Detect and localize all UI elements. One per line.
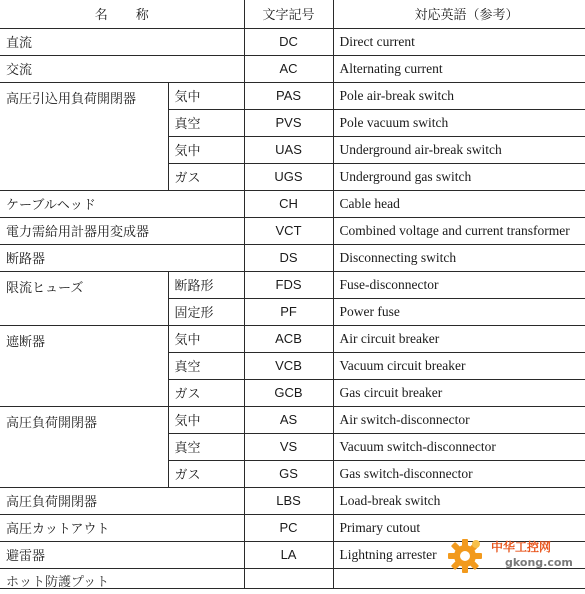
row-symbol: VS — [244, 433, 333, 460]
row-english: Power fuse — [333, 298, 585, 325]
row-symbol: PC — [244, 514, 333, 541]
row-english: Pole vacuum switch — [333, 109, 585, 136]
table-row — [0, 190, 585, 217]
table-row — [0, 217, 585, 244]
row-symbol: DC — [244, 28, 333, 55]
table-row — [0, 28, 585, 55]
row-name: 高圧引込用負荷開閉器 — [0, 82, 168, 190]
row-english: Alternating current — [333, 55, 585, 82]
row-symbol: GCB — [244, 379, 333, 406]
row-name: 直流 — [0, 28, 244, 55]
row-symbol: ACB — [244, 325, 333, 352]
row-english: Underground air-break switch — [333, 136, 585, 163]
row-symbol: UAS — [244, 136, 333, 163]
row-subtype: ガス — [168, 460, 244, 487]
table-row — [0, 325, 585, 352]
row-name: 断路器 — [0, 244, 244, 271]
row-name: ケーブルヘッド — [0, 190, 244, 217]
row-symbol: VCB — [244, 352, 333, 379]
row-name: 限流ヒューズ — [0, 271, 168, 325]
header-symbol: 文字記号 — [244, 0, 333, 28]
row-english: Pole air-break switch — [333, 82, 585, 109]
row-name-partial-text: ホット防護プット — [6, 574, 110, 590]
table-row — [0, 487, 585, 514]
table-row — [0, 271, 585, 298]
table-row — [0, 55, 585, 82]
row-english: Vacuum circuit breaker — [333, 352, 585, 379]
row-english: Gas circuit breaker — [333, 379, 585, 406]
row-english: Load-break switch — [333, 487, 585, 514]
row-subtype: ガス — [168, 379, 244, 406]
row-subtype: 気中 — [168, 325, 244, 352]
row-symbol: DS — [244, 244, 333, 271]
row-name: 高圧カットアウト — [0, 514, 244, 541]
row-english: Cable head — [333, 190, 585, 217]
table-header-row — [0, 0, 585, 28]
row-subtype: 気中 — [168, 406, 244, 433]
row-subtype: 気中 — [168, 82, 244, 109]
header-name: 名称 — [0, 0, 244, 28]
watermark-title: 中华工控网 — [491, 540, 552, 554]
gear-icon — [445, 536, 485, 576]
row-name: 交流 — [0, 55, 244, 82]
row-english: Vacuum switch-disconnector — [333, 433, 585, 460]
row-name: 避雷器 — [0, 541, 244, 568]
row-english: Air circuit breaker — [333, 325, 585, 352]
watermark-domain: gkong.com — [505, 556, 573, 569]
row-symbol: VCT — [244, 217, 333, 244]
row-symbol: UGS — [244, 163, 333, 190]
row-english: Gas switch-disconnector — [333, 460, 585, 487]
row-symbol-partial — [244, 568, 333, 588]
row-name: 高圧負荷開閉器 — [0, 406, 168, 487]
row-name: 電力需給用計器用変成器 — [0, 217, 244, 244]
row-symbol: LBS — [244, 487, 333, 514]
row-name: 遮断器 — [0, 325, 168, 406]
row-english: Air switch-disconnector — [333, 406, 585, 433]
row-symbol: GS — [244, 460, 333, 487]
row-subtype: ガス — [168, 163, 244, 190]
row-name-partial — [0, 568, 244, 588]
row-subtype: 真空 — [168, 109, 244, 136]
row-english: Underground gas switch — [333, 163, 585, 190]
row-english: Lightning arrester — [333, 541, 585, 568]
row-english: Primary cutout — [333, 514, 585, 541]
row-english: Direct current — [333, 28, 585, 55]
row-symbol: AS — [244, 406, 333, 433]
row-symbol: CH — [244, 190, 333, 217]
site-watermark — [445, 532, 581, 580]
row-english: Fuse-disconnector — [333, 271, 585, 298]
row-symbol: FDS — [244, 271, 333, 298]
row-symbol: PAS — [244, 82, 333, 109]
row-name: 高圧負荷開閉器 — [0, 487, 244, 514]
row-symbol: LA — [244, 541, 333, 568]
row-english: Disconnecting switch — [333, 244, 585, 271]
row-english: Combined voltage and current transformer — [333, 217, 585, 244]
row-subtype: 真空 — [168, 352, 244, 379]
row-symbol: PVS — [244, 109, 333, 136]
row-subtype: 断路形 — [168, 271, 244, 298]
row-subtype: 気中 — [168, 136, 244, 163]
table-row — [0, 82, 585, 109]
row-symbol: PF — [244, 298, 333, 325]
row-subtype: 真空 — [168, 433, 244, 460]
row-symbol: AC — [244, 55, 333, 82]
header-english: 対応英語（参考） — [333, 0, 585, 28]
row-subtype: 固定形 — [168, 298, 244, 325]
table-row — [0, 244, 585, 271]
table-row — [0, 406, 585, 433]
